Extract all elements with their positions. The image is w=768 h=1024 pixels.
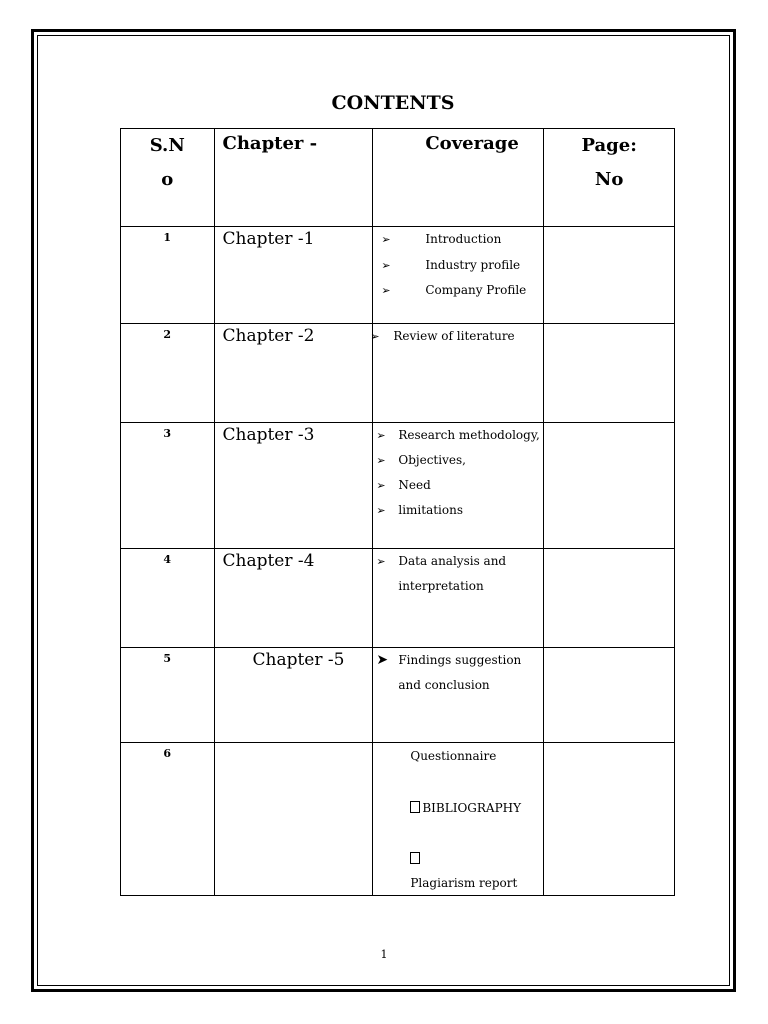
contents-table	[120, 128, 675, 896]
chapter-label: Chapter -1	[222, 229, 315, 249]
header-sno: S.N o	[121, 129, 215, 227]
page-cell	[544, 743, 675, 896]
missing-glyph-box-icon	[410, 852, 420, 864]
chapter-label: Chapter -4	[222, 551, 315, 571]
coverage-item: ➢ Need	[373, 473, 543, 498]
page-cell	[544, 423, 675, 549]
row-number: 3	[163, 427, 172, 440]
page-cell	[544, 227, 675, 324]
missing-glyph-box-icon	[410, 801, 420, 813]
arrowhead-bullet-icon: ➢	[376, 504, 386, 517]
coverage-item: ➤ Findings suggestion and conclusion	[373, 648, 543, 698]
arrowhead-bullet-icon: ➢	[381, 258, 391, 272]
coverage-item: BIBLIOGRAPHY	[410, 796, 543, 822]
chapter-label: Chapter -3	[222, 425, 315, 445]
row-number: 2	[163, 328, 172, 341]
arrowhead-bullet-icon: ➢	[381, 233, 391, 246]
row-number: 1	[163, 231, 172, 244]
arrowhead-bullet-icon: ➢	[370, 330, 380, 343]
page-cell	[544, 549, 675, 648]
coverage-item: Plagiarism report	[410, 876, 518, 891]
arrowhead-bullet-icon: ➢	[376, 479, 386, 492]
row-number: 4	[163, 553, 172, 566]
coverage-item: ➢ limitations	[373, 498, 543, 523]
coverage-item: ➢ Company Profile	[373, 278, 543, 304]
coverage-item: ➢ Objectives,	[373, 448, 543, 473]
header-coverage: Coverage	[373, 129, 544, 227]
arrowhead-bullet-icon: ➢	[376, 454, 386, 467]
page-title: CONTENTS	[331, 92, 455, 114]
arrowhead-bullet-icon: ➢	[376, 555, 386, 568]
coverage-item: ➢ Industry profile	[373, 253, 543, 279]
coverage-item: ➢ Research methodology,	[373, 423, 543, 448]
coverage-item: ➢ Data analysis and interpretation	[373, 549, 543, 599]
page-cell	[544, 324, 675, 423]
arrowhead-bullet-icon: ➤	[376, 652, 389, 668]
coverage-item: ➢ Introduction	[373, 227, 543, 253]
chapter-label	[214, 743, 373, 896]
table-row	[121, 423, 675, 549]
chapter-label: Chapter -2	[222, 326, 315, 346]
coverage-item: Questionnaire	[410, 749, 497, 763]
page-cell	[544, 648, 675, 743]
table-row	[121, 743, 675, 896]
chapter-label: Chapter -5	[252, 650, 345, 670]
table-row	[121, 324, 675, 423]
table-row	[121, 549, 675, 648]
table-header-row	[121, 129, 675, 227]
coverage-item: ➢ Review of literature	[373, 324, 543, 350]
arrowhead-bullet-icon: ➢	[376, 429, 386, 442]
arrowhead-bullet-icon: ➢	[381, 284, 391, 297]
header-chapter: Chapter -	[214, 129, 373, 227]
row-number: 5	[163, 652, 172, 665]
page-number: 1	[380, 948, 388, 961]
header-page: Page: No	[544, 129, 675, 227]
table-row	[121, 227, 675, 324]
table-row	[121, 648, 675, 743]
row-number: 6	[163, 747, 172, 760]
coverage-item	[410, 847, 543, 871]
